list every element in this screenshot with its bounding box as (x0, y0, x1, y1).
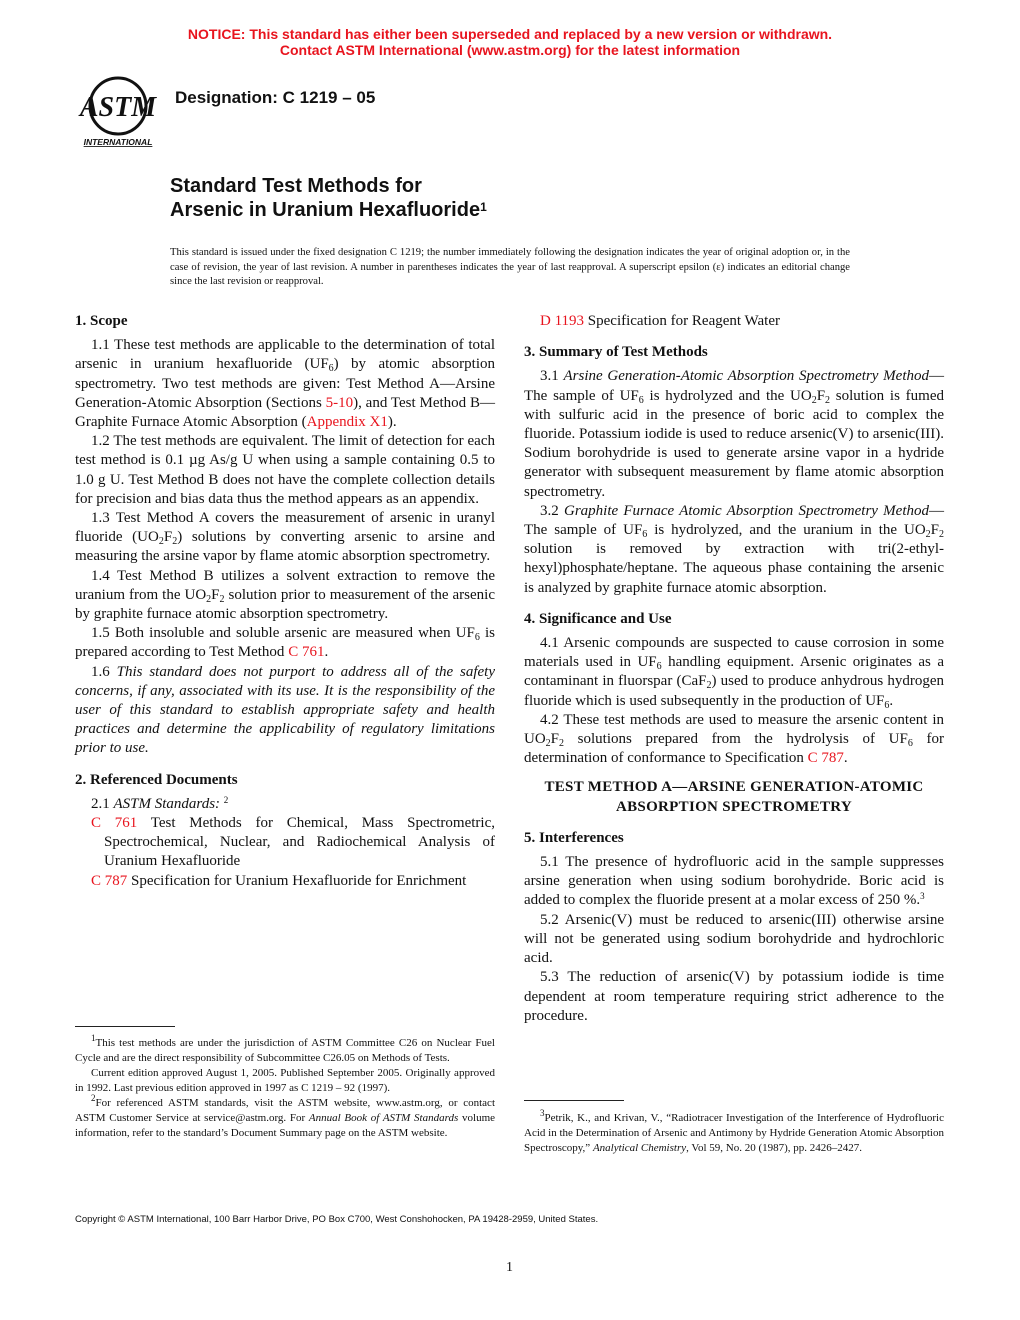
footnote (524, 1108, 944, 1156)
text: Current edition approved August 1, 2005. Published September 2005. Originally approved in 1992. Last previous edition approved in 1997 as C 1219 – 92 (1997). (75, 1067, 495, 1094)
text: Specification for Uranium Hexafluoride for Enrichment (127, 872, 467, 889)
footnote-ref[interactable]: 3 (540, 1108, 545, 1118)
notice-line-1: NOTICE: This standard has either been superseded and replaced by a new version or withdrawn. (187, 26, 833, 42)
reference-link[interactable]: C 761 (91, 815, 138, 832)
text: ) used to produce anhydrous hydrogen fluoride which is used subsequently in the production of UF (524, 673, 944, 709)
footnote (75, 1093, 496, 1141)
reference-item (91, 814, 495, 872)
text: 5.3 The reduction of arsenic(V) by potassium iodide is time dependent at room temperature requiring strict adherence to the procedure. (524, 969, 944, 1024)
right-column (524, 312, 944, 1026)
footnote-ref[interactable]: 2 (91, 1093, 96, 1103)
reference-link[interactable]: C 787 (807, 750, 844, 767)
footnote-ref[interactable]: 3 (920, 891, 925, 902)
subscript: 2 (219, 593, 225, 605)
footnote (75, 1066, 495, 1096)
reference-link[interactable]: Appendix X1 (306, 414, 388, 431)
subscript: 6 (474, 632, 480, 644)
subscript: 2 (545, 738, 551, 750)
text: , Vol 59, No. 20 (1987), pp. 2426–2427. (686, 1142, 863, 1154)
text: ) solutions by converting arsenic to arsine and measuring the arsine vapor by flame atomic absorption spectrometry. (75, 529, 495, 565)
text: —The sample of UF (524, 368, 945, 404)
svg-text:INTERNATIONAL: INTERNATIONAL (83, 137, 153, 147)
subscript: 2 (939, 529, 944, 541)
designation: Designation: C 1219 – 05 (175, 88, 376, 107)
footnote-ref[interactable]: 2 (223, 794, 229, 805)
text: volume information, refer to the standard’s Document Summary page on the ASTM website. (75, 1112, 496, 1139)
text: is hydrolyzed and the UO (643, 387, 812, 404)
subscript: 2 (206, 593, 212, 605)
subscript: 2 (825, 394, 831, 406)
text: 2. Referenced Documents (75, 771, 238, 788)
reference-item (540, 312, 944, 331)
subscript: 6 (638, 394, 644, 406)
text: 1.1 These test methods are applicable to the determination of total arsenic in uranium hexafluoride (UF (75, 337, 495, 373)
text: solutions prepared from the hydrolysis of UF (564, 731, 908, 748)
title-line-1: Standard Test Methods for (170, 175, 422, 197)
text: —The sample of UF (524, 502, 944, 539)
text: F (163, 529, 173, 546)
paragraph (75, 432, 495, 509)
text: F (930, 522, 939, 539)
section-heading (75, 312, 495, 331)
text: 3.1 (540, 368, 564, 385)
text: 4. Significance and Use (524, 610, 672, 627)
subscript: 6 (642, 529, 648, 541)
paragraph (524, 634, 944, 711)
italic-text: Analytical Chemistry (592, 1142, 687, 1154)
text: 3. Summary of Test Methods (524, 344, 708, 361)
text: 1.4 Test Method B utilizes a solvent extraction to remove the uranium from the UO (75, 567, 495, 603)
text: Specification for Reagent Water (584, 313, 780, 329)
text: TEST METHOD A—ARSINE GENERATION-ATOMIC ABSORPTION SPECTROMETRY (544, 779, 924, 815)
text: 1.5 Both insoluble and soluble arsenic are measured when UF (91, 625, 475, 642)
text: 4.1 Arsenic compounds are suspected to cause corrosion in some materials used in UF (524, 635, 944, 671)
text: ), and Test Method B—Graphite Furnace Atomic Absorption ( (75, 394, 495, 431)
reference-item (91, 795, 495, 814)
section-heading (524, 343, 944, 362)
notice-line-2: Contact ASTM International (www.astm.org) for the latest information (279, 41, 741, 58)
text: 5. Interferences (524, 829, 624, 846)
footnote-divider (524, 1100, 624, 1101)
subscript: 6 (656, 661, 662, 673)
paragraph (524, 911, 944, 969)
paragraph (75, 336, 495, 432)
text: F (211, 586, 220, 603)
astm-logo (76, 74, 160, 148)
title-line-2: Arsenic in Uranium Hexafluoride (170, 199, 481, 221)
notice-banner (0, 27, 1020, 58)
text: handling equipment. Arsenic originates as a contaminant in fluorspar (CaF (524, 654, 944, 690)
title-footnote-ref[interactable]: 1 (480, 200, 487, 214)
italic-text: Graphite Furnace Atomic Absorption Spectrometry Method (563, 502, 929, 519)
document-title (170, 174, 487, 222)
text: . (889, 692, 894, 709)
italic-text: Arsine Generation-Atomic Absorption Spectrometry Method (563, 368, 930, 385)
text: 5.2 Arsenic(V) must be reduced to arsenic(III) otherwise arsine will not be generated using sodium borohydride and hydrochloric acid. (524, 911, 944, 967)
reference-link[interactable]: C 761 (288, 644, 325, 661)
reference-link[interactable]: C 787 (91, 872, 128, 889)
text: F (550, 731, 560, 748)
paragraph (524, 711, 944, 769)
text: . (843, 750, 848, 767)
paragraph (524, 367, 944, 501)
text: 1.3 Test Method A covers the measurement of arsenic in uranyl fluoride (UO (75, 510, 495, 546)
subscript: 2 (706, 680, 712, 692)
text: . (324, 644, 329, 661)
footnote (75, 1033, 495, 1066)
subscript: 2 (925, 529, 931, 541)
italic-text: Annual Book of ASTM Standards (308, 1112, 459, 1124)
text: solution is removed by extraction with tri(2-ethyl-hexyl)phosphate/heptane. The aqueous phase containing the arsenic is analyzed by graphite furnace atomic absorption. (524, 541, 944, 596)
reference-item (91, 872, 495, 891)
italic-text: This standard does not purport to address all of the safety concerns, if any, associated with its use. It is the responsibility of the user of this standard to establish appropriate safety and health practices and determine the applicability of regulatory limitations prior to use. (75, 663, 496, 757)
text: For referenced ASTM standards, visit the ASTM website, www.astm.org, or contact ASTM Customer Service at service@astm.org. For (75, 1097, 495, 1124)
text: 1.2 The test methods are equivalent. The limit of detection for each test method is 0.1 µg As/g U when using a sample containing 0.5 to 1.0 g U. Test Method B does not have the complete collection details for precision and bias data thus the method appears as an appendix. (75, 433, 495, 507)
footnote-ref[interactable]: 1 (91, 1033, 96, 1043)
text: ). (387, 414, 397, 431)
text: for determination of conformance to Specification (524, 731, 944, 767)
paragraph (524, 968, 944, 1026)
subscript: 2 (559, 738, 565, 750)
subscript: 6 (907, 738, 913, 750)
text: F (816, 387, 826, 404)
text: Test Methods for Chemical, Mass Spectrometric, Spectrochemical, Nuclear, and Radiochemical Analysis of Uranium Hexafluoride (104, 815, 495, 870)
text: solution is fumed with sulfuric acid in the presence of boric acid to complex the fluoride. Potassium iodide is used to reduce arsenic(V) to arsenic(III). Sodium borohydride is used to generate arsine vapor in a hydride generator with subsequent measurement by flame atomic absorption spectrometry. (524, 387, 944, 500)
text: 1.6 (91, 663, 117, 680)
subscript: 2 (158, 536, 164, 548)
text: is prepared according to Test Method (75, 625, 495, 661)
section-heading (524, 829, 944, 848)
subscript: 2 (172, 536, 178, 548)
text: 5.1 The presence of hydrofluoric acid in the sample suppresses arsine generation when using sodium borohydride. Boric acid is added to complex the fluoride present at a molar excess of 250 %. (524, 854, 944, 909)
subscript: 6 (884, 699, 890, 711)
section-heading (524, 778, 944, 816)
footnotes-left (75, 1033, 496, 1141)
text: ) by atomic absorption spectrometry. Two test methods are given: Test Method A—Arsine Generation-Atomic Absorption (Sections (75, 356, 495, 411)
reference-link[interactable]: D 1193 (540, 313, 585, 329)
paragraph (524, 502, 944, 598)
footnotes-right (524, 1108, 944, 1156)
paragraph (524, 853, 944, 911)
section-heading (75, 771, 495, 790)
text: 4.2 These test methods are used to measure the arsenic content in UO (524, 711, 944, 748)
text: solution prior to measurement of the arsenic by graphite furnace atomic absorption spectrometry. (75, 586, 495, 623)
subscript: 6 (328, 363, 334, 375)
section-heading (524, 610, 944, 629)
page-number: 1 (506, 1260, 513, 1275)
italic-text: ASTM Standards: (113, 795, 221, 812)
text: 2.1 (91, 795, 114, 812)
text: 1. Scope (75, 313, 128, 329)
subscript: 2 (811, 394, 817, 406)
paragraph (75, 663, 495, 759)
paragraph (75, 509, 495, 567)
preamble: This standard is issued under the fixed designation C 1219; the number immediately following the designation indicates the year of original adoption or, in the case of revision, the year of last revision. A number in parentheses indicates the year of last reapproval. A superscript epsilon (ε) indicates an editorial change since the last revision or reapproval. (170, 247, 850, 288)
copyright: Copyright © ASTM International, 100 Barr Harbor Drive, PO Box C700, West Conshohocken, PA 19428-2959, United States. (75, 1214, 599, 1225)
text: is hydrolyzed, and the uranium in the UO (647, 522, 926, 539)
text: 3.2 (540, 502, 564, 519)
reference-link[interactable]: 5-10 (325, 394, 354, 411)
paragraph (75, 624, 495, 662)
text: This test methods are under the jurisdiction of ASTM Committee C26 on Nuclear Fuel Cycle and are the direct responsibility of Subcommittee C26.05 on Methods of Tests. (75, 1037, 495, 1064)
text: Petrik, K., and Krivan, V., “Radiotracer Investigation of the Interference of Hydrofluoric Acid in the Determination of Arsenic and Antimony by Hydride Generation Atomic Absorption Spectroscopy,” (524, 1112, 944, 1154)
paragraph (75, 567, 495, 625)
left-column (75, 312, 495, 891)
footnote-divider (75, 1026, 175, 1027)
svg-text:ASTM: ASTM (79, 92, 157, 123)
